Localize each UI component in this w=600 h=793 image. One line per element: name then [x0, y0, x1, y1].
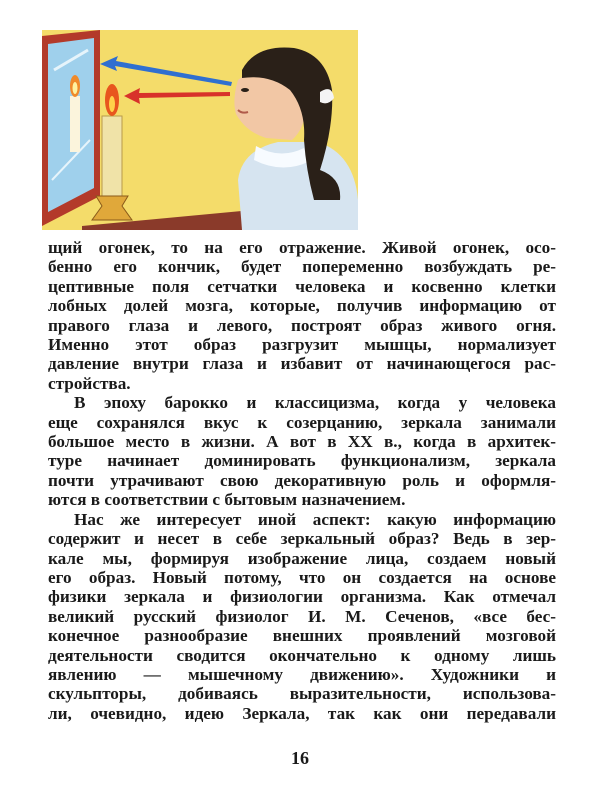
girl-mirror-candle-image: [42, 30, 358, 230]
text-line: ли, очевидно, идею Зеркала, так как они передавали: [48, 703, 556, 723]
reflected-candle: [70, 96, 80, 152]
text-line: давление внутри глаза и избавит от начинающегося рас-: [48, 354, 556, 374]
text-line: правого глаза и левого, построят образ живого огня.: [48, 315, 556, 335]
text-line: кале мы, формируя изображение лица, создаем новый: [48, 548, 556, 568]
text-line: еще сохранялся вкус к созерцанию, зеркала занимали: [48, 412, 556, 432]
text-line: деятельности сводится окончательно к одному лишь: [48, 645, 556, 665]
text-line: большое место в жизни. А вот в XX в., когда в архитек-: [48, 432, 556, 452]
text-line: стройства.: [48, 373, 131, 393]
paragraph-2: [48, 393, 556, 509]
text-line: Нас же интересует иной аспект: какую информацию: [74, 509, 556, 529]
text-line: скульпторы, добиваясь выразительности, использова-: [48, 684, 556, 704]
text-line: щий огонек, то на его отражение. Живой огонек, осо-: [48, 238, 556, 257]
text-line: туре начинает доминировать функционализм, зеркала: [48, 451, 556, 471]
text-line: явлению — мышечному движению». Художники и: [48, 664, 556, 684]
paragraph-3: [48, 510, 556, 723]
text-line: Именно этот образ разгрузит мышцы, нормализует: [48, 335, 556, 355]
text-line: бенно его кончик, будет попеременно возбуждать ре-: [48, 257, 556, 277]
illustration: [42, 30, 358, 230]
text-line: почти утрачивают свою декоративную роль и оформля-: [48, 470, 556, 490]
body-text: [48, 238, 556, 723]
text-line: его образ. Новый потому, что он создается на основе: [48, 567, 556, 587]
text-line: великий русский физиолог И. М. Сеченов, «все бес-: [48, 606, 556, 626]
text-line: ются в соответствии с бытовым назначением.: [48, 490, 406, 510]
page-number: 16: [291, 748, 309, 768]
text-line: физики зеркала и физиологии организма. Как отмечал: [48, 587, 556, 607]
text-line: конечное разнообразие внешних проявлений мозговой: [48, 626, 556, 646]
text-line: содержит и несет в себе зеркальный образ? Ведь в зер-: [48, 529, 556, 549]
paragraph-1: [48, 238, 556, 393]
text-line: цептивные поля сетчатки человека и косвенно клетки: [48, 276, 556, 296]
text-line: В эпоху барокко и классицизма, когда у человека: [74, 393, 556, 413]
candle: [102, 116, 122, 196]
text-line: лобных долей мозга, которые, получив информацию от: [48, 296, 556, 316]
